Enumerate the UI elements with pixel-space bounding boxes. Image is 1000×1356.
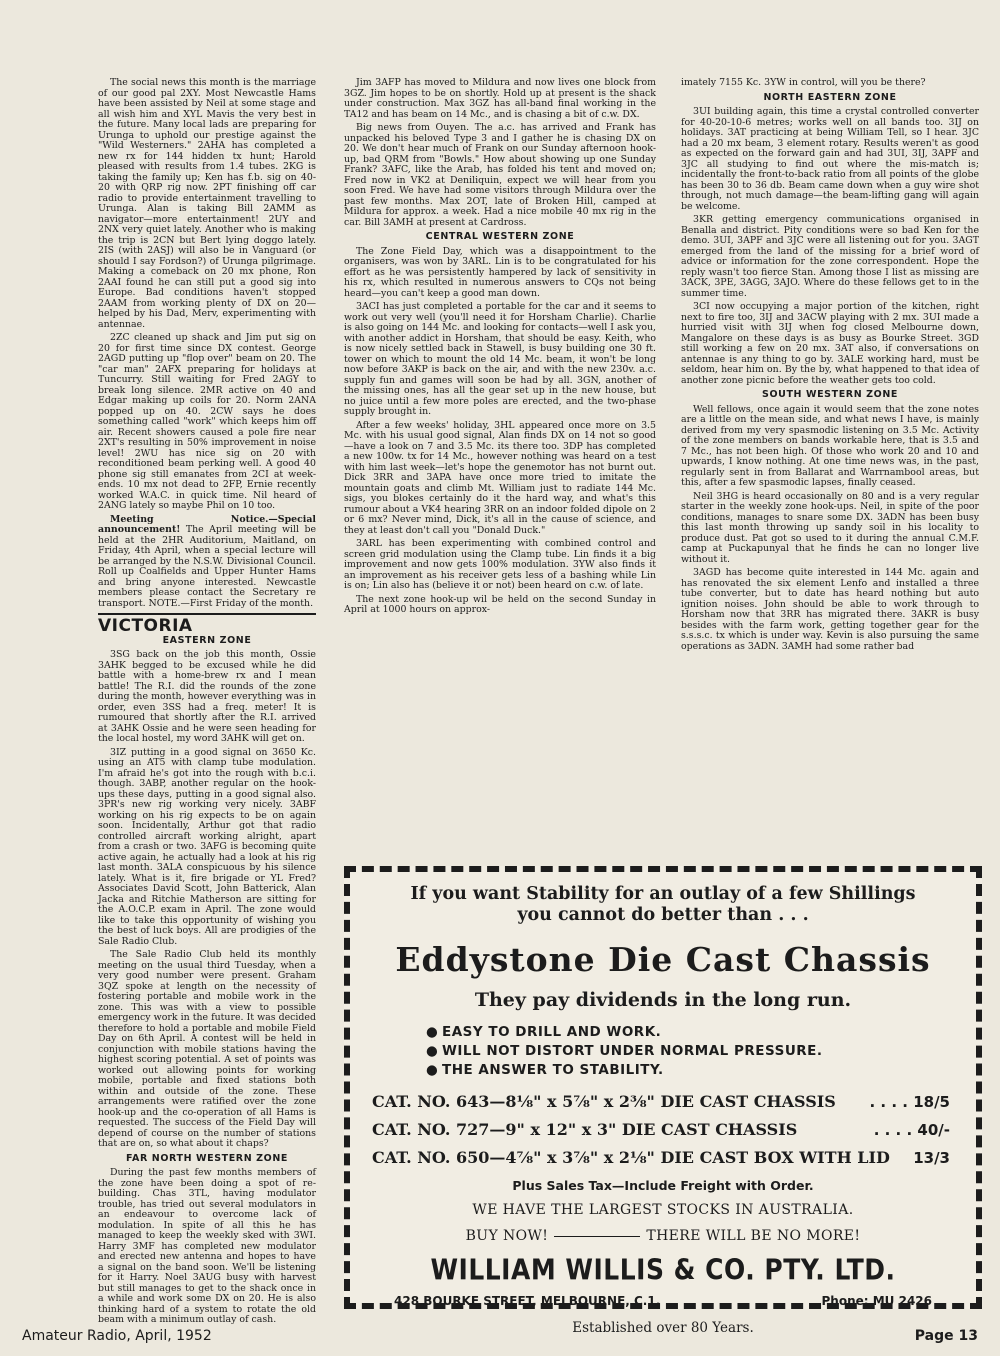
ad-bullet-text: EASY TO DRILL AND WORK.: [442, 1024, 662, 1040]
paragraph: Well fellows, once again it would seem that the zone notes are a little on the mean side, and what news I have, is mainly derived from my very spasmodic listening on 3.5 Mc. Activity of the zone members on bands workable here, that is 3.5 and 7 Mc., has not been high. Of those who work 20 and 10 and upwards, I know nothing. At one time news was, in the past, regularly sent in from Ballarat and Warrnambool areas, but this, after a few spasmodic lapses, finally ceased.: [681, 403, 979, 488]
paragraph: 3KR getting emergency communications organised in Benalla and district. Pity conditions were so bad Ken for the demo. 3UI, 3APF and 3JC were all listening out for you. 3AGT emerged from the land of the missing for a brief word of advice or information for the zone correspondent. Hope the reply wasn't too fierce Stan. Among those I list as missing are 3ACK, 3PE, 3AGG, 3AJO. Where do these fellows get to in the summer time.: [681, 214, 979, 299]
page-footer: [0, 1328, 1000, 1350]
paragraph: 3ACI has just completed a portable for the car and it seems to work out very well (you'll need it for Horsham Charlie). Charlie is also going on 144 Mc. and looking for contacts—well I ask you, with another addict in Horsham, that should be easy. Keith, who is now nicely settled back in Stawell, is busy building one 30 ft. tower on which to mount the old 14 Mc. beam, it won't be long now before 3AKP is back on the air, and with the new 230v. a.c. supply fun and games will soon be had by all. 3GN, another of the missing ones, has all the gear set up in the new house, but no juice until a few more poles are erected, and the two-phase supply brought in.: [344, 301, 656, 417]
paragraph: 3IZ putting in a good signal on 3650 Kc. using an AT5 with clamp tube modulation. I'm afraid he's got into the rough with b.c.i. though. 3ABP, another regular on the hook-ups these days, putting in a good signal also. 3PR's new rig working very nicely. 3ABF working on his rig expects to be on again soon. Incidentally, Arthur got that radio controlled aircraft working alright, apart from a crash or two. 3AFG is becoming quite active again, he actually had a look at his rig last month. 3ALA conspicuous by his silence lately. What is it, fire brigade or YL Fred? Associates David Scott, John Batterick, Alan Jacka and Ritchie Matherson are sitting for the A.O.C.P. exam in April. The zone would like to take this opportunity of wishing you the best of luck boys. All are prodigies of the Sale Radio Club.: [98, 746, 316, 947]
column-3: [681, 78, 979, 848]
ad-title: Eddystone Die Cast Chassis: [395, 940, 931, 979]
ad-no-more: THERE WILL BE NO MORE!: [646, 1228, 861, 1244]
ad-tax-note: Plus Sales Tax—Include Freight with Order.: [512, 1178, 814, 1193]
paragraph: 3ARL has been experimenting with combined control and screen grid modulation using the Clamp tube. Lin finds it a big improvement and now gets 100% modulation. 3YW also finds it an improvement as his receiver gets less of a bashing while Lin is on; Lin also has (believe it or not) been heard on c.w. of late.: [344, 538, 656, 591]
catalogue-row: [372, 1144, 962, 1172]
zone-heading: SOUTH WESTERN ZONE: [762, 389, 898, 400]
ad-bullet: [426, 1061, 962, 1080]
zone-heading: FAR NORTH WESTERN ZONE: [126, 1152, 288, 1164]
meeting-notice-text: The April meeting will be held at the 2HR Auditorium, Maitland, on Friday, 4th April, when a special lecture will be arranged by the N.S.W. Divisional Council. Roll up Coalfields and Upper Hunter Hams and bring anyone interested. Newcastle members please contact the Secretary re transport. NOTE.—First Friday of the month.: [98, 524, 316, 609]
paragraph: During the past few months members of the zone have been doing a spot of re-building. Chas 3TL, having modulator trouble, has tried out several modulators in an endeavour to overcome lack of modulation. In spite of all this he has managed to keep the weekly sked with 3WI. Harry 3MF has completed new modulator and erected new antenna and hopes to have a signal on the band soon. We'll be listening for it Harry. Noel 3AUG busy with harvest but still manages to get to the shack once in a while and work some DX on 20. He is also thinking hard of a system to rotate the old beam with a minimum outlay of cash.: [98, 1167, 316, 1325]
paragraph: The next zone hook-up wil be held on the second Sunday in April at 1000 hours on approx-: [344, 593, 656, 615]
ad-subtitle: They pay dividends in the long run.: [474, 989, 852, 1011]
ad-buy-now: BUY NOW!: [465, 1228, 549, 1244]
ad-bullet: [426, 1042, 962, 1061]
ad-headline-2: you cannot do better than . . .: [517, 905, 809, 925]
bullet-dot-icon: ●: [426, 1024, 439, 1040]
section-divider: [98, 613, 316, 615]
state-heading-victoria: VICTORIA: [98, 616, 193, 636]
ad-address: 428 BOURKE STREET, MELBOURNE, C.1.: [394, 1294, 661, 1308]
column-2: [344, 78, 656, 848]
paragraph: 2ZC cleaned up shack and Jim put sig on 20 for first time since DX contest. George 2AGD putting up "flop over" beam on 20. The "car man" 2AFX preparing for holidays at Tuncurry. Still waiting for Fred 2AGY to break long silence. 2MR active on 40 and Edgar making up coils for 20. Norm 2ANA popped up on 40. 2CW says he does something called "work" which keeps him off air. Recent showers caused a pole fire near 2XT's resulting in 50% improvement in noise level! 2WU has nice sig on 20 with reconditioned beam perking well. A good 40 phone sig still emanates from 2CI at week-ends. 10 mx not dead to 2FP, Ernie recently worked W.A.C. in quick time. Nil heard of 2ANG lately so maybe Phil on 10 too.: [98, 332, 316, 511]
ad-bullet-list: [426, 1023, 962, 1080]
catalogue-price: 13/3: [913, 1149, 950, 1167]
paragraph: 3AGD has become quite interested in 144 Mc. again and has renovated the six element Lenfo and installed a three tube converter, but to date has heard nothing but auto ignition noises. John should be able to work through to Horsham now that 3RR has migrated there. 3AKR is busy besides with the farm work, getting together gear for the s.s.s.c. tx which is under way. Kevin is also pursuing the same operations as 3ADN. 3AMH had some rather bad: [681, 567, 979, 652]
ad-stock-line: WE HAVE THE LARGEST STOCKS IN AUSTRALIA.: [472, 1202, 854, 1218]
ad-buy-line: [364, 1227, 962, 1245]
catalogue-item: CAT. NO. 643—8⅛" x 5⅞" x 2⅜" DIE CAST CHASSIS: [372, 1092, 836, 1111]
paragraph: imately 7155 Kc. 3YW in control, will you be there?: [681, 77, 926, 88]
catalogue-price: 18/5: [913, 1093, 950, 1111]
catalogue-item: CAT. NO. 650—4⅞" x 3⅞" x 2⅛" DIE CAST BOX WITH LID: [372, 1148, 890, 1167]
ad-bullet-text: WILL NOT DISTORT UNDER NORMAL PRESSURE.: [442, 1043, 823, 1059]
dash-divider: [554, 1236, 640, 1237]
catalogue-row: [372, 1088, 962, 1116]
paragraph: 3CI now occupying a major portion of the kitchen, right next to fire too, 3IJ and 3ACW playing with 2 mx. 3UI made a hurried visit with 3IJ when fog closed Melbourne down, Mangalore on these days is as busy as Bourke Street. 3GD still working a few on 20 mx. 3AT also, if conversations on antennae is any thing to go by. 3ALE working hard, must be seldom, hear him on. By the by, what happened to that idea of another zone picnic before the weather gets too cold.: [681, 301, 979, 386]
zone-heading: EASTERN ZONE: [162, 634, 252, 646]
ad-address-row: [394, 1294, 932, 1308]
page-number: Page 13: [914, 1328, 978, 1344]
paragraph: The Sale Radio Club held its monthly meeting on the usual third Tuesday, when a very good number were present. Graham 3QZ spoke at length on the necessity of fostering portable and mobile work in the zone. This was with a view to possible emergency work in the future. It was decided therefore to hold a portable and mobile Field Day on 6th April. A contest will be held in conjunction with mobile stations having the highest scoring potential. A set of points was worked out allowing points for working mobile, portable and fixed stations both within and outside of the zone. These arrangements were ratified over the zone hook-up and the co-operation of all Hams is requested. The success of the Field Day will depend of course on the number of stations that are on, so what about it chaps?: [98, 949, 316, 1149]
catalogue-list: [372, 1088, 962, 1172]
catalogue-leader: . . . .: [869, 1093, 908, 1111]
paragraph: 3SG back on the job this month, Ossie 3AHK begged to be excused while he did battle with a home-brew rx and I mean battle! The R.I. did the rounds of the zone during the month, however everything was in order, even 3SS had a freq. meter! It is rumoured that shortly after the R.I. arrived at 3AHK Ossie and he were seen heading for the local hostel, my word 3AHK will get on.: [98, 649, 316, 744]
paragraph: Neil 3HG is heard occasionally on 80 and is a very regular starter in the weekly zone hook-ups. Neil, in spite of the poor conditions, manages to snare some DX. 3ADN has been busy this last month throwing up sandy soil in his locality to produce dust. Pat got so used to it during the annual C.M.F. camp at Puckapunyal that he finds he can no longer live without it.: [681, 490, 979, 565]
catalogue-item: CAT. NO. 727—9" x 12" x 3" DIE CAST CHASSIS: [372, 1120, 798, 1139]
bullet-dot-icon: ●: [426, 1062, 439, 1078]
ad-company-name: WILLIAM WILLIS & CO. PTY. LTD.: [430, 1252, 896, 1287]
paragraph: The Zone Field Day, which was a disappointment to the organisers, was won by 3ARL. Lin is to be congratulated for his effort as he was persistently hampered by lack of sensitivity in his rx, which resulted in numerous answers to CQs not being heard—you can't keep a good man down.: [344, 245, 656, 299]
zone-heading: NORTH EASTERN ZONE: [763, 91, 897, 103]
paragraph: Jim 3AFP has moved to Mildura and now lives one block from 3GZ. Jim hopes to be on shortly. Hold up at present is the shack under construction. Max 3GZ has all-band final working in the TA12 and has beam on 14 Mc., and is chasing a bit of c.w. DX.: [344, 77, 656, 120]
ad-bullet: [426, 1023, 962, 1042]
catalogue-row: [372, 1116, 962, 1144]
journal-name: Amateur Radio, April, 1952: [22, 1328, 212, 1344]
paragraph: After a few weeks' holiday, 3HL appeared once more on 3.5 Mc. with his usual good signal, Alan finds DX on 14 not so good—have a look on 7 and 3.5 Mc. its there too. 3DP has completed a new 100w. tx for 14 Mc., however nothing was heard on a test with him last week—let's hope the genemotor has not burnt out. Dick 3RR and 3APA have once more tried to imitate the mountain goats and climb Mt. William just to radiate 144 Mc. sigs, you blokes certainly do it the hard way, and what's this rumour about a VK4 hearing 3RR on an indoor folded dipole on 2 or 6 mx? Never mind, Dick, it's all in the cause of science, and they at least don't call you "Donald Duck.": [344, 419, 656, 536]
ad-headline-1: If you want Stability for an outlay of a few Shillings: [410, 884, 916, 904]
bullet-dot-icon: ●: [426, 1043, 439, 1059]
ad-established: Established over 80 Years.: [572, 1320, 754, 1336]
column-1: [98, 77, 316, 1325]
catalogue-price: 40/-: [917, 1121, 950, 1139]
zone-heading: CENTRAL WESTERN ZONE: [425, 231, 575, 242]
paragraph: The social news this month is the marriage of our good pal 2XY. Most Newcastle Hams have been assisted by Neil at some stage and all wish him and XYL Mavis the very best in the future. Many local lads are preparing for Urunga to uphold our prestige against the "Wild Westerners." 2AHA has completed a new rx for 144 hidden tx hunt; Harold pleased with results from 1.4 tubes. 2KG is taking the family up; Ken has f.b. sig on 40-20 with QRP rig now. 2PT finishing off car radio to provide entertainment travelling to Urunga. Alan is taking Bill 2AMM as navigator—more entertainment! 2UY and 2NX very quiet lately. Another who is making the trip is 2CN but Bert lying doggo lately. 2IS (with 2ASJ) will also be in Vanguard (or should I say Fordson?) of Urunga pilgrimage. Making a comeback on 20 mx phone, Ron 2AAI found he can still put a good sig into Europe. Bad conditions haven't stopped 2AAM from working plenty of DX on 20—helped by his Dad, Merv, experimenting with antennae.: [98, 77, 316, 330]
catalogue-leader: . . . .: [873, 1121, 913, 1139]
meeting-notice: [98, 515, 316, 610]
paragraph: 3UI building again, this time a crystal controlled converter for 40-20-10-6 metres; works well on all bands too. 3IJ on holidays. 3AT practicing at being William Tell, so I hear. 3JC had a 20 mx beam, 3 element rotary. Results weren't as good as expected on the forward gain and had 3UI, 3IJ, 3APF and 3JC all studying to find out where the mis-match is; incidentally the front-to-back ratio from all points of the globe has been 30 to 36 db. Beam came down when a guy wire shot through, not much damage—the beam-lifting gang will again be welcome.: [681, 106, 979, 212]
ad-bullet-text: THE ANSWER TO STABILITY.: [442, 1062, 664, 1078]
meeting-notice-heading: Meeting Notice.—Special announcement!: [98, 513, 316, 535]
ad-phone: Phone: MU 2426: [821, 1294, 932, 1308]
paragraph: Big news from Ouyen. The a.c. has arrived and Frank has unpacked his beloved Type 3 and I gather he is chasing DX on 20. We don't hear much of Frank on our Sunday afternoon hook-up, bad QRM from "Bowls." How about showing up one Sunday Frank? 3AFC, like the Arab, has folded his tent and moved on; Fred now in VK2 at Deniliquin, expect we will hear from you soon Fred. We have had some visitors through Mildura over the past few months. Max 2OT, late of Broken Hill, camped at Mildura for approx. a week. Had a nice mobile 40 mx rig in the car. Bill 3AMH at present at Cardross.: [344, 122, 656, 228]
